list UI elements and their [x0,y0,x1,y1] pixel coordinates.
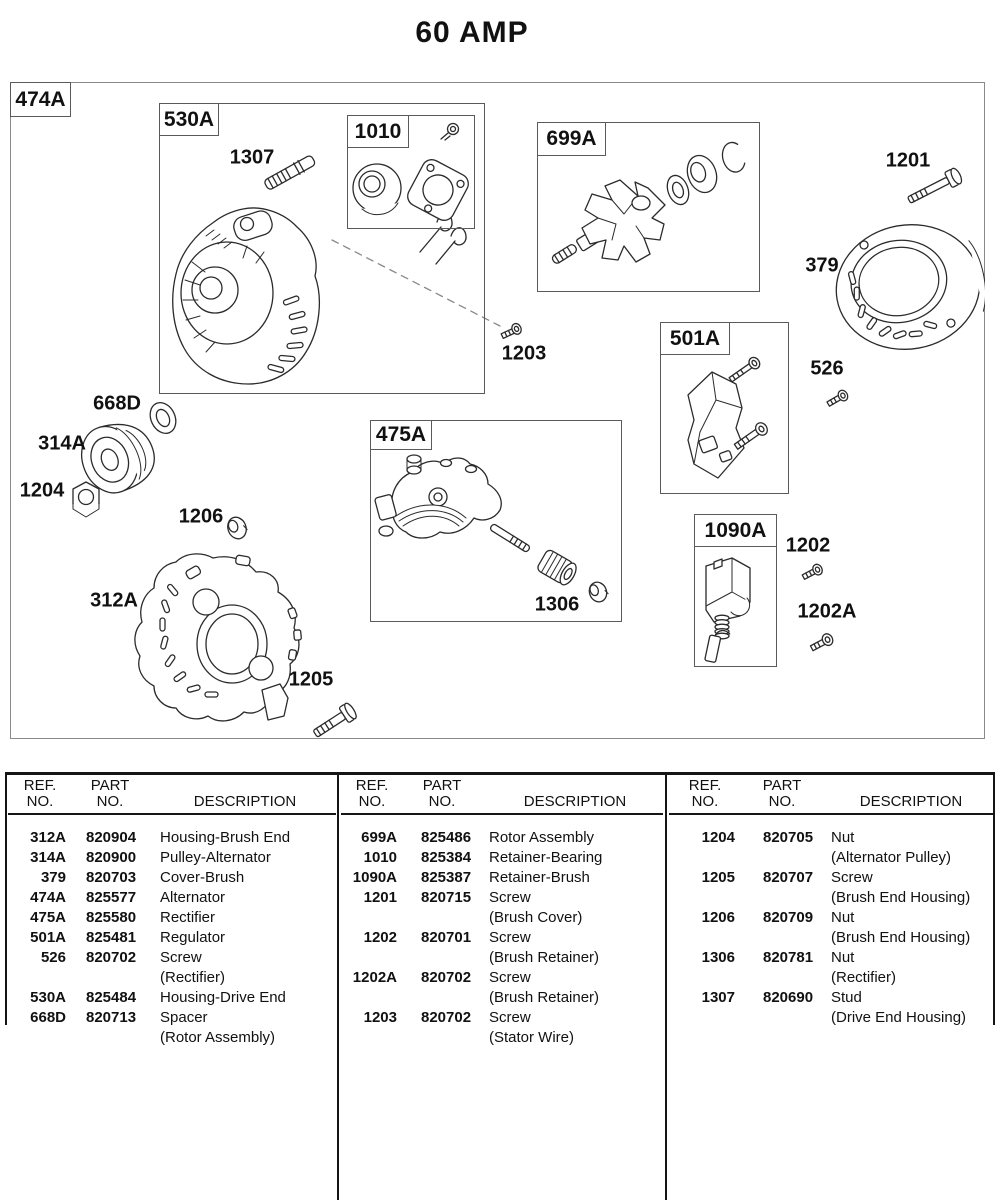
table-row [8,1008,336,1028]
description: Retainer-Bearing [489,849,603,866]
callout-526: 526 [810,357,844,380]
callout-1206: 1206 [178,505,224,528]
ref-no [8,968,66,988]
table-header [341,772,663,809]
table-rows-col2 [341,828,663,1048]
description: Alternator [160,889,226,906]
ref-no: 475A [30,909,66,926]
description: Nut [831,829,855,846]
brush-retainer-screw-drawing [801,563,824,582]
table-row [341,928,663,948]
ref-no: 1202 [363,929,397,946]
part-no: 820707 [763,869,814,886]
table-row [669,908,993,928]
part-no: 820713 [86,1009,137,1026]
table-border-left [5,772,7,1025]
table-border-right [993,772,995,1025]
ref-no: 699A [361,829,397,846]
header-description: DESCRIPTION [193,792,297,810]
ref-no [341,1028,397,1048]
description: Screw [489,889,531,906]
table-rows-col1 [8,828,336,1048]
table-row [8,1028,336,1048]
callout-1307: 1307 [229,146,275,169]
part-no: 825481 [86,929,137,946]
group-box-530A-label: 530A [160,104,219,136]
header-part-no: PART NO. [762,777,802,810]
header-ref-no: REF. NO. [23,777,57,810]
header-description: DESCRIPTION [523,792,627,810]
table-row [8,848,336,868]
part-no [66,1028,154,1048]
description: (Alternator Pulley) [831,849,952,866]
callout-1201: 1201 [885,149,931,172]
description: Housing-Drive End [160,989,286,1006]
ref-no: 379 [40,869,66,886]
group-box-1090A [694,514,777,667]
ref-no: 1206 [701,909,735,926]
table-header [8,772,336,809]
group-box-474A-label: 474A [10,82,71,117]
table-row [341,908,663,928]
housing-screw-drawing [310,702,358,739]
part-no: 820715 [421,889,472,906]
ref-no: 1201 [363,889,397,906]
table-row [341,988,663,1008]
group-box-475A [370,420,622,622]
part-no [735,968,829,988]
table-header-rule [8,813,336,815]
spacer-drawing [145,398,180,437]
pulley-nut-drawing [73,482,99,517]
housing-nut-drawing [225,515,249,542]
table-row [669,1008,993,1028]
part-no [397,908,487,928]
header-part-no: PART NO. [422,777,462,810]
description: Screw [160,949,202,966]
description: Screw [489,969,531,986]
parts-table [0,772,1000,1200]
group-box-699A [537,122,760,292]
part-no [735,928,829,948]
description: (Brush End Housing) [831,929,971,946]
part-no: 820703 [86,869,137,886]
part-no: 825580 [86,909,137,926]
table-column-2 [341,772,663,1200]
callout-1202: 1202 [785,534,831,557]
description: (Drive End Housing) [831,1009,967,1026]
table-row [669,868,993,888]
description: (Stator Wire) [489,1029,575,1046]
rectifier-screw-drawing [825,389,849,409]
description: (Rectifier) [160,969,226,986]
table-row [8,948,336,968]
table-row [8,868,336,888]
brush-end-housing-drawing [135,554,302,721]
table-row [341,828,663,848]
bolt-drawing [905,167,964,208]
description: Retainer-Brush [489,869,590,886]
ref-no: 1306 [701,949,735,966]
part-no: 825384 [421,849,472,866]
ref-no: 668D [30,1009,66,1026]
table-row [8,928,336,948]
part-no: 825486 [421,829,472,846]
part-no [735,848,829,868]
table-row [341,868,663,888]
ref-no: 526 [40,949,66,966]
group-box-501A-label: 501A [661,323,730,355]
ref-no: 501A [30,929,66,946]
header-part-no: PART NO. [90,777,130,810]
description: Rectifier [160,909,216,926]
table-row [341,848,663,868]
ref-no [341,988,397,1008]
description: Stud [831,989,862,1006]
table-row [669,988,993,1008]
part-no [397,1028,487,1048]
part-no [397,988,487,1008]
ref-no: 1205 [701,869,735,886]
ref-no: 1204 [701,829,735,846]
part-no: 820702 [86,949,137,966]
callout-1205: 1205 [288,668,334,691]
part-no: 820690 [763,989,814,1006]
group-box-1010 [347,115,475,229]
ref-no: 314A [30,849,66,866]
description: Screw [831,869,873,886]
part-no [66,968,154,988]
group-box-699A-label: 699A [538,123,606,156]
group-box-1090A-label: 1090A [695,515,776,547]
table-row [8,888,336,908]
table-row [669,888,993,908]
description: Nut [831,909,855,926]
table-row [341,968,663,988]
part-no: 820701 [421,929,472,946]
callout-314A: 314A [38,432,86,455]
header-description: DESCRIPTION [859,792,963,810]
ref-no: 312A [30,829,66,846]
table-column-1 [8,772,336,1200]
ref-no [341,948,397,968]
description: (Rectifier) [831,969,897,986]
table-divider-1 [337,772,339,1200]
description: Screw [489,1009,531,1026]
header-ref-no: REF. NO. [355,777,389,810]
part-no [397,948,487,968]
description: Cover-Brush [160,869,245,886]
table-row [669,948,993,968]
part-no: 820702 [421,969,472,986]
table-row [669,828,993,848]
description: Screw [489,929,531,946]
ref-no [669,848,735,868]
ref-no [341,908,397,928]
table-header-rule [341,813,663,815]
table-row [669,968,993,988]
header-ref-no: REF. NO. [688,777,722,810]
table-row [669,848,993,868]
description: Regulator [160,929,226,946]
callout-379: 379 [805,254,839,277]
table-row [341,888,663,908]
ref-no: 1203 [363,1009,397,1026]
table-divider-2 [665,772,667,1200]
callout-1202A: 1202A [797,600,857,623]
table-column-3 [669,772,993,1200]
part-no: 825484 [86,989,137,1006]
description: Spacer [160,1009,208,1026]
part-no: 820900 [86,849,137,866]
ref-no: 1090A [352,869,397,886]
ref-no: 474A [30,889,66,906]
part-no: 820781 [763,949,814,966]
exploded-view-drawing [10,82,985,739]
callout-1203: 1203 [501,342,547,365]
ref-no: 1202A [352,969,397,986]
table-row [669,928,993,948]
description: Pulley-Alternator [160,849,271,866]
description: (Brush Cover) [489,909,583,926]
ref-no [669,928,735,948]
part-no: 825387 [421,869,472,886]
table-row [341,948,663,968]
table-row [341,1028,663,1048]
brush-retainer-screw2-drawing [809,632,835,653]
ref-no [669,888,735,908]
table-row [8,908,336,928]
table-row [341,1008,663,1028]
part-no [735,888,829,908]
table-rows-col3 [669,828,993,1028]
ref-no: 1010 [363,849,397,866]
table-header-rule [669,813,993,815]
part-no: 820709 [763,909,814,926]
part-no [735,1008,829,1028]
part-no: 825577 [86,889,137,906]
callout-312A: 312A [90,589,138,612]
brush-cover-drawing [826,213,985,361]
callout-668D: 668D [93,392,141,415]
callout-1306: 1306 [534,593,580,616]
description: (Rotor Assembly) [160,1029,276,1046]
group-box-501A [660,322,789,494]
group-box-1010-label: 1010 [348,116,409,148]
table-row [8,988,336,1008]
part-no: 820705 [763,829,814,846]
description: Housing-Brush End [160,829,291,846]
table-header [669,772,993,809]
ref-no [8,1028,66,1048]
stator-wire-screw-drawing [500,322,523,341]
ref-no: 530A [30,989,66,1006]
description: Nut [831,949,855,966]
ref-no: 1307 [701,989,735,1006]
table-row [8,828,336,848]
table-row [8,968,336,988]
group-box-475A-label: 475A [371,421,432,450]
part-no: 820702 [421,1009,472,1026]
description: (Brush Retainer) [489,949,600,966]
ref-no [669,1008,735,1028]
part-no: 820904 [86,829,137,846]
ref-no [669,968,735,988]
description: Rotor Assembly [489,829,595,846]
description: (Brush Retainer) [489,989,600,1006]
callout-1204: 1204 [19,479,65,502]
description: (Brush End Housing) [831,889,971,906]
page-title: 60 AMP [415,16,529,49]
